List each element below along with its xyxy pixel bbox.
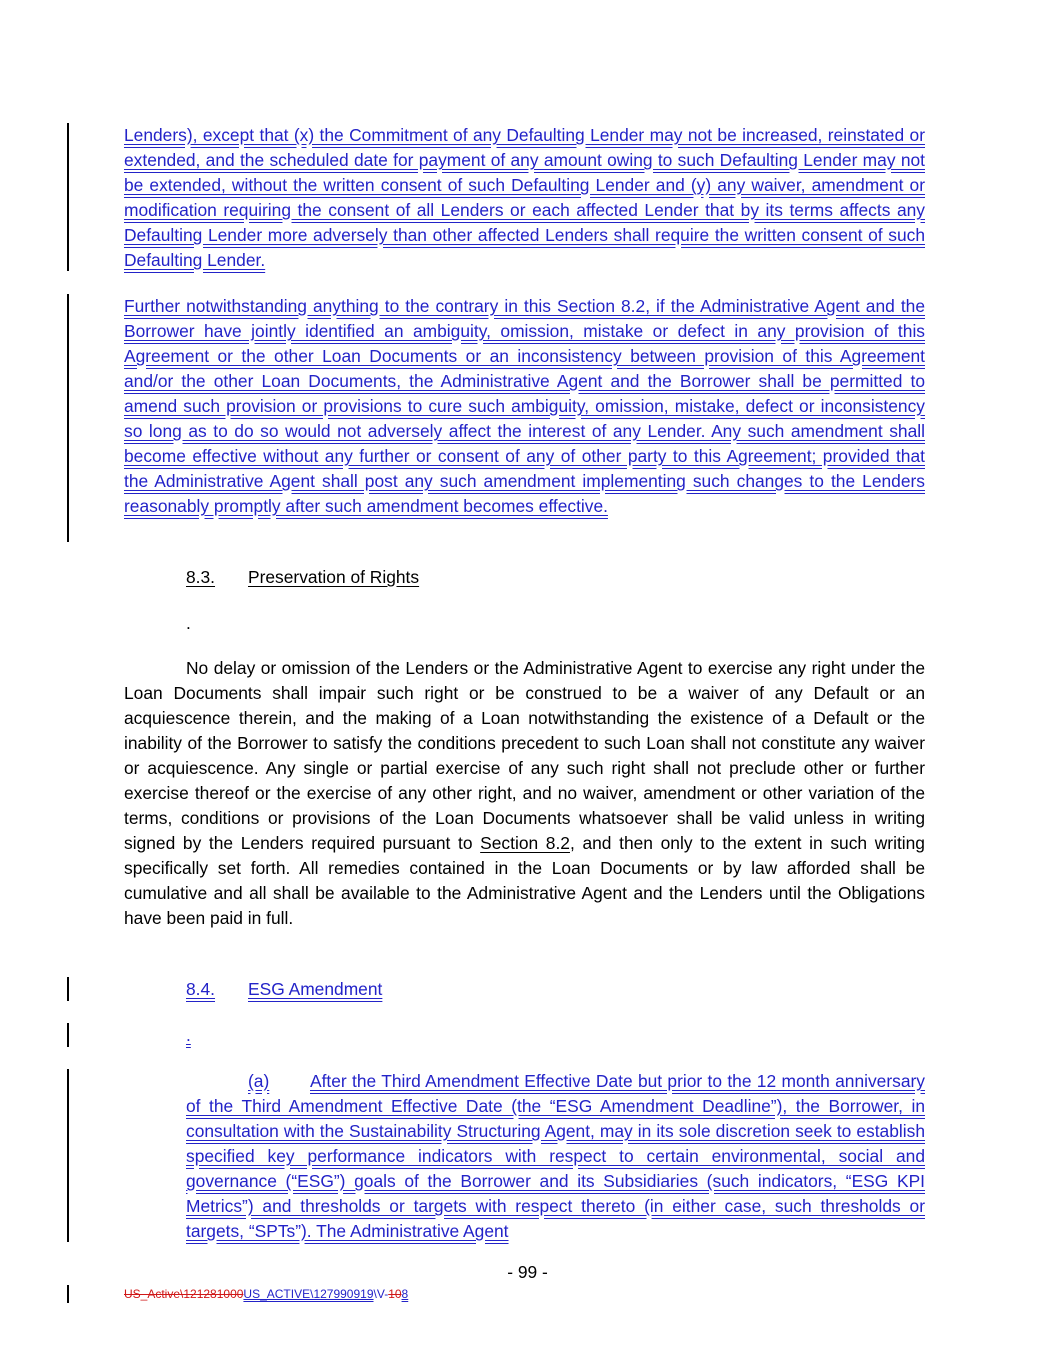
paragraph-defaulting-lender xyxy=(124,123,925,273)
inserted-text: US_ACTIVE\127990919 xyxy=(243,1287,374,1301)
paragraph-preservation-of-rights xyxy=(124,656,925,931)
inserted-text: 8 xyxy=(401,1287,409,1301)
section-title: ESG Amendment xyxy=(248,979,383,999)
page-number: - 99 - xyxy=(507,1262,548,1282)
inserted-text: After the Third Amendment Effective Date but prior to the 12 month anniversary of the Third Amendment Effective Date (the “ESG Amendment Deadline”), the Borrower, in consultation with the Sustainability Structuring Agent, may in its sole discretion seek to establish specified key performance indicators with respect to certain environmental, social and governance (“ESG”) goals of the Borrower and its Subsidiaries (such indicators, “ESG KPI Metrics”) and thresholds or targets with respect thereto (in either case, such thresholds or targets, “SPTs”). The Administrative Agent xyxy=(186,1071,925,1241)
section-dot: . xyxy=(186,1025,191,1045)
clause-label: (a) xyxy=(248,1071,270,1091)
section-dot: . xyxy=(186,613,191,633)
paragraph-further-notwithstanding xyxy=(124,294,925,519)
change-bar xyxy=(67,1023,69,1047)
section-heading-8-3 xyxy=(0,565,1055,590)
section-reference-link[interactable]: Section 8.2 xyxy=(480,833,570,853)
body-text: No delay or omission of the Lenders or the Administrative Agent to exercise any right under the Loan Documents shall impair such right or be construed to be a waiver of any Default or an acquiescence therein, and the making of a Loan notwithstanding the existence of a Default or the inability of the Borrower to satisfy the conditions precedent to such Loan shall not constitute any waiver or acquiescence. Any single or partial exercise of any such right shall not preclude other or further exercise thereof or the exercise of any other right, and no waiver, amendment or other variation of the terms, conditions or provisions of the Loan Documents whatsoever shall be valid unless in writing signed by the Lenders required pursuant to xyxy=(124,658,925,853)
deleted-text: US_Active\121281000 xyxy=(124,1287,244,1301)
inserted-text: Further notwithstanding anything to the contrary in this Section 8.2, if the Administrative Agent and the Borrower have jointly identified an ambiguity, omission, mistake or defect in any provision of this Agreement or the other Loan Documents or an inconsistency between provision of this Agreement and/or the other Loan Documents, the Administrative Agent and the Borrower shall be permitted to amend such provision or provisions to cure such ambiguity, omission, mistake, defect or inconsistency so long as to do so would not adversely affect the interest of any Lender. Any such amendment shall become effective without any further or consent of any of other party to this Agreement; provided that the Administrative Agent shall post any such amendment implementing such changes to the Lenders reasonably promptly after such amendment becomes effective. xyxy=(124,296,925,516)
change-bar xyxy=(67,1069,69,1242)
deleted-text: 10 xyxy=(388,1287,402,1301)
section-heading-8-4 xyxy=(0,977,1055,1002)
section-title: Preservation of Rights xyxy=(248,567,420,587)
change-bar xyxy=(67,294,69,542)
body-text: , and then only to the extent in such writing specifically set forth. All remedies contained in the Loan Documents or by law afforded shall be cumulative and all shall be available to the Administrative Agent and the Lenders until the Obligations have been paid in full. xyxy=(124,833,925,928)
paragraph-esg-amendment-a xyxy=(186,1069,925,1244)
section-number: 8.4. xyxy=(186,979,216,999)
change-bar xyxy=(67,1285,69,1303)
plain-text: \V- xyxy=(373,1287,389,1301)
section-number: 8.3. xyxy=(186,567,216,587)
inserted-text: Lenders), except that (x) the Commitment of any Defaulting Lender may not be increased, reinstated or extended, and the scheduled date for payment of any amount owing to such Defaulting Lender may not be extended, without the written consent of such Defaulting Lender and (y) any waiver, amendment or modification requiring the consent of all Lenders or each affected Lender that by its terms affects any Defaulting Lender more adversely than other affected Lenders shall require the written consent of such Defaulting Lender. xyxy=(124,125,925,270)
document-id-footer xyxy=(124,1287,408,1301)
change-bar xyxy=(67,123,69,271)
